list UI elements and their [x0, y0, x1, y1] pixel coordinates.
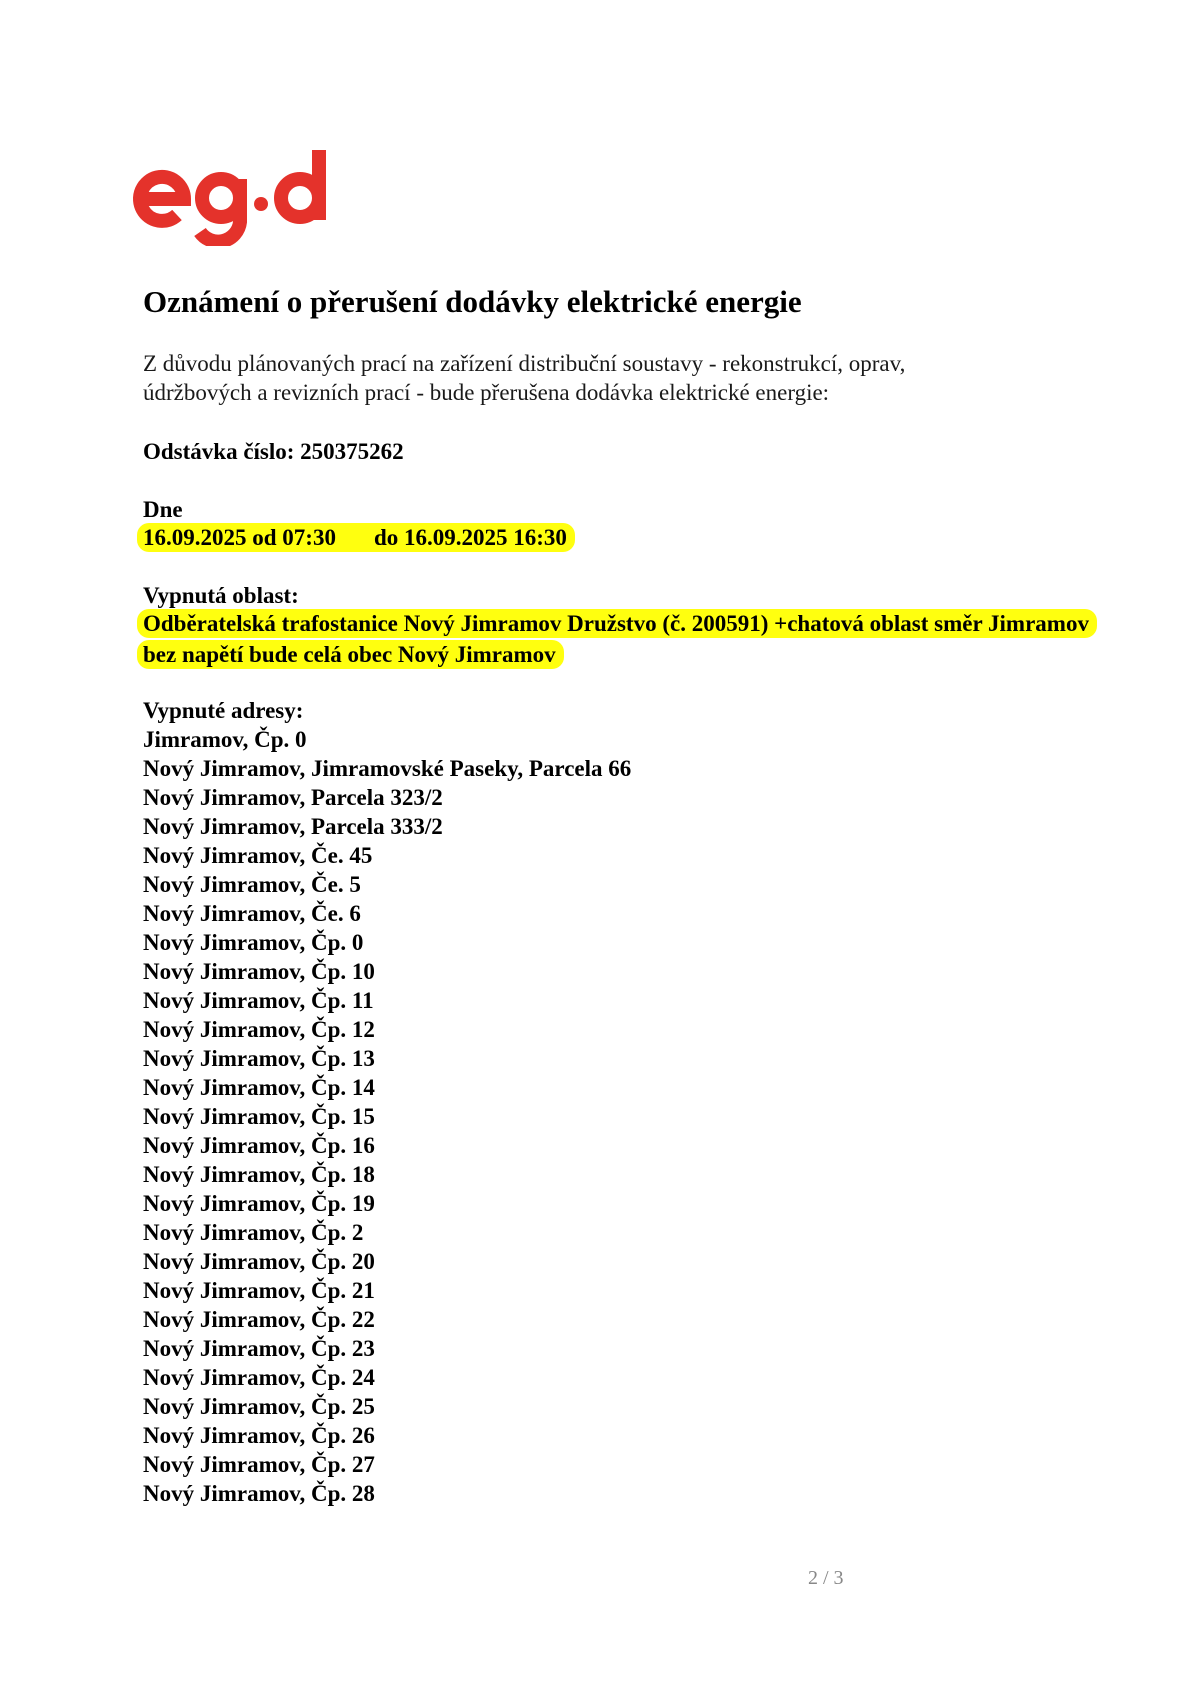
address-item: Nový Jimramov, Čp. 12	[143, 1017, 375, 1042]
address-item: Nový Jimramov, Čp. 19	[143, 1191, 375, 1216]
outage-number: Odstávka číslo: 250375262	[143, 439, 404, 464]
outage-date-range	[143, 523, 575, 552]
address-item: Nový Jimramov, Čp. 0	[143, 930, 364, 955]
outage-to: do 16.09.2025 16:30	[373, 525, 567, 550]
address-item: Nový Jimramov, Čp. 21	[143, 1278, 375, 1303]
egd-logo	[130, 146, 345, 246]
address-item: Nový Jimramov, Če. 6	[143, 901, 361, 926]
address-item: Nový Jimramov, Čp. 10	[143, 959, 375, 984]
intro-line: Z důvodu plánovaných prací na zařízení distribuční soustavy - rekonstrukcí, oprav,	[143, 351, 906, 376]
address-item: Nový Jimramov, Če. 45	[143, 843, 373, 868]
address-item: Nový Jimramov, Čp. 25	[143, 1394, 375, 1419]
address-list	[143, 725, 631, 1508]
outage-area	[143, 609, 1097, 671]
address-item: Nový Jimramov, Jimramovské Paseky, Parcela 66	[143, 756, 632, 781]
address-item: Nový Jimramov, Čp. 18	[143, 1162, 375, 1187]
address-item: Nový Jimramov, Čp. 27	[143, 1452, 375, 1477]
page-title: Oznámení o přerušení dodávky elektrické energie	[143, 284, 802, 319]
area-line: bez napětí bude celá obec Nový Jimramov	[137, 640, 564, 669]
address-item: Nový Jimramov, Čp. 14	[143, 1075, 375, 1100]
area-label: Vypnutá oblast:	[143, 583, 299, 608]
outage-from: 16.09.2025 od 07:30	[143, 525, 336, 550]
address-item: Nový Jimramov, Čp. 13	[143, 1046, 375, 1071]
address-item: Nový Jimramov, Čp. 22	[143, 1307, 375, 1332]
address-item: Nový Jimramov, Parcela 333/2	[143, 814, 443, 839]
address-item: Nový Jimramov, Čp. 2	[143, 1220, 364, 1245]
address-item: Nový Jimramov, Če. 5	[143, 872, 361, 897]
address-item: Nový Jimramov, Čp. 16	[143, 1133, 375, 1158]
address-item: Jimramov, Čp. 0	[143, 727, 307, 752]
address-item: Nový Jimramov, Čp. 28	[143, 1481, 375, 1506]
address-item: Nový Jimramov, Čp. 24	[143, 1365, 375, 1390]
address-item: Nový Jimramov, Čp. 20	[143, 1249, 375, 1274]
intro-line: údržbových a revizních prací - bude přerušena dodávka elektrické energie:	[143, 379, 830, 405]
date-label: Dne	[143, 497, 183, 522]
intro-paragraph	[143, 350, 1043, 407]
address-item: Nový Jimramov, Čp. 11	[143, 988, 374, 1013]
address-item: Nový Jimramov, Čp. 23	[143, 1336, 375, 1361]
addresses-label: Vypnuté adresy:	[143, 698, 304, 723]
page-number: 2 / 3	[808, 1567, 844, 1589]
address-item: Nový Jimramov, Čp. 26	[143, 1423, 375, 1448]
address-item: Nový Jimramov, Čp. 15	[143, 1104, 375, 1129]
address-item: Nový Jimramov, Parcela 323/2	[143, 785, 443, 810]
area-line: Odběratelská trafostanice Nový Jimramov Družstvo (č. 200591) +chatová oblast směr Jimramov	[137, 609, 1097, 638]
outage-date-highlight	[137, 523, 575, 552]
